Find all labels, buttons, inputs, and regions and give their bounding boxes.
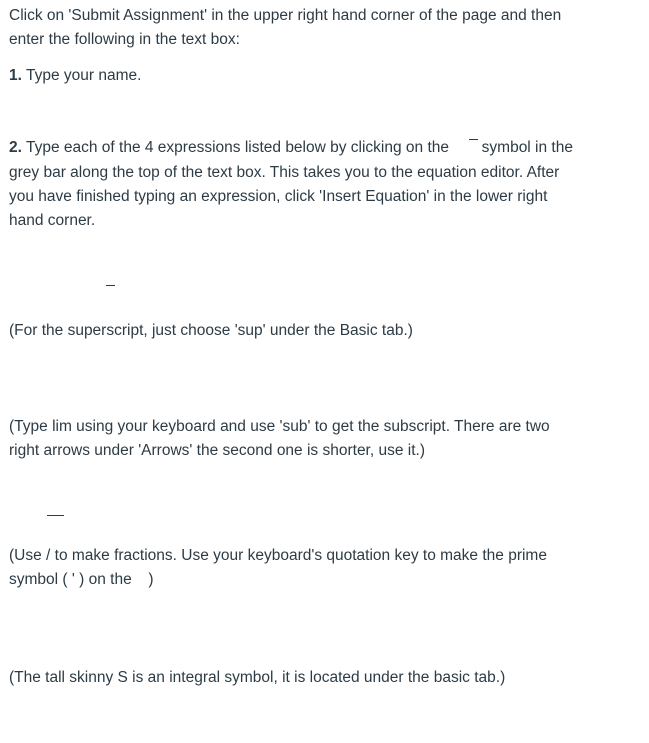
expression-1-mark [106,285,115,286]
intro-line-2: enter the following in the text box: [9,31,240,48]
note-3-line-2 [9,568,154,592]
step-2-text-a: Type each of the 4 expressions listed below by clicking on the [25,139,450,156]
step-1 [9,64,141,88]
step-2-line-4: hand corner. [9,212,96,229]
step-2-line-1 [9,136,573,160]
note-1: (For the superscript, just choose 'sup' under the Basic tab.) [9,322,413,339]
note-2-line-1: (Type lim using your keyboard and use 'sub' to get the subscript. There are two [9,418,550,435]
expression-3-fraction-bar [47,515,64,516]
step-1-text: Type your name. [25,67,142,84]
note-3-text-b: ) [148,571,154,588]
note-3-text-a: symbol ( ' ) on the [9,571,132,588]
step-2-line-3: you have finished typing an expression, click 'Insert Equation' in the lower right [9,188,548,205]
note-2-line-2: right arrows under 'Arrows' the second one is shorter, use it.) [9,442,425,459]
step-2-number: 2. [9,139,22,156]
note-3-line-1: (Use / to make fractions. Use your keyboard's quotation key to make the prime [9,547,547,564]
intro-line-1: Click on 'Submit Assignment' in the upper right hand corner of the page and then [9,7,562,24]
note-4: (The tall skinny S is an integral symbol, it is located under the basic tab.) [9,669,506,686]
equation-icon-bar [469,139,478,140]
step-2-line-2: grey bar along the top of the text box. This takes you to the equation editor. After [9,164,560,181]
step-1-number: 1. [9,67,22,84]
step-2-text-b: symbol in the [481,139,573,156]
